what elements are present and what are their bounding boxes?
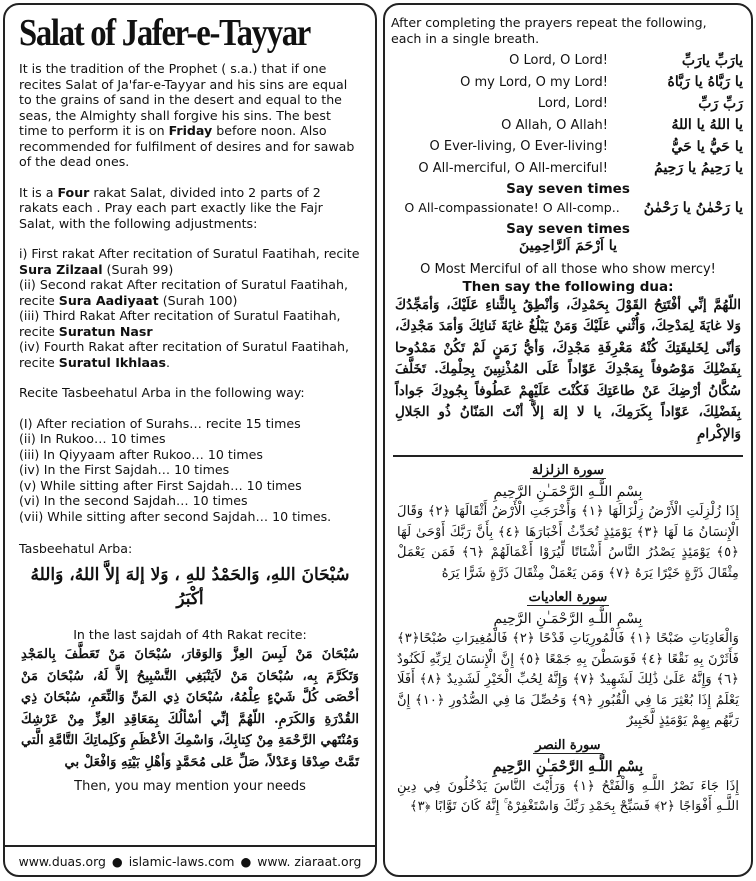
invocation-row: [393, 136, 743, 158]
sura-nasr-label: سورة النصر: [535, 737, 601, 753]
tradition-text: It is the tradition of the Prophet ( s.a.) that if one recites Salat of Ja'far-e-Tayyar and his sins are equal to the grains of sand in the desert and equal to the seas, the Almighty shall forgive his sins. The best time to perform it is on: [19, 61, 348, 138]
adj4-tail: .: [166, 354, 171, 370]
adj1-tail: (Surah 99): [102, 261, 174, 277]
tradition-paragraph: [19, 61, 361, 170]
invocation-ar: يا رَحِيمُ يا رَحِيمُ: [654, 160, 743, 177]
bullet-icon: ●: [240, 853, 252, 869]
adj4-text: (iv) Fourth Rakat after recitation of Suratul Faatihah, recite: [19, 339, 350, 370]
tasbih-label: Tasbeehatul Arba:: [19, 541, 133, 556]
four-text: Four: [57, 184, 90, 200]
footer-link-ziaraat[interactable]: www. ziaraat.org: [257, 853, 362, 869]
invocation-en: O All-merciful, O All-merciful!: [418, 160, 608, 176]
rakat-text-a: It is a: [19, 184, 58, 200]
steps-list: [19, 416, 361, 525]
invocation-en: O Lord, O Lord!: [509, 53, 608, 69]
adj1-sura: Sura Zilzaal: [19, 261, 103, 277]
last-sajdah-dua: سُبْحَانَ مَنْ لَبِسَ العِزَّ وَالوَقارَ، سُبْحَانَ مَنْ تَعَطَّفَ بِالمَجْدِ وَتَكَرَّمَ بِه، سُبْحَانَ مَنْ لاَيَنْبَغِي التَّسْبِيحُ إلاَّ لَهُ، سُبْحَانَ مَنْ أحْصَى كُلَّ شَيْءٍ عِلْمُهُ، سُبْحَانَ ذِي المَنِّ وَالنِّعَمِ، سُبْحَانَ ذِي القُدْرَةِ وَالكَرَمِ. اللّهُمَّ إنِّي أسْألُكَ بِمَعَاقِدِ العِزِّ مِنْ عَرْشِكَ وَمُنْتَهي الرَّحْمَةِ مِنْ كِتابِكَ، وَاسْمِكَ الأعْظَمِ وَكَلِماتِكَ التَّامَّةِ الَّتي تَمَّتْ صِدْقا وَعَدْلاً، صَلِّ عَلى مُحَمَّدٍ وَأهْلِ بَيْتِهِ وَافْعَلْ بي: [21, 647, 359, 770]
bismillah: بِسْمِ اللَّـهِ الرَّحْمَـٰنِ الرَّحِيمِ: [493, 611, 643, 627]
invocation-ar: يا اللهُ يا اللهُ: [671, 117, 743, 134]
invocation-row: [393, 50, 743, 72]
then-say-heading: Then say the following dua:: [462, 278, 674, 295]
sura-adiyat-label: سورة العاديات: [528, 590, 608, 605]
left-panel: [3, 3, 377, 877]
invocation-ar: يارَبِّ يارَبِّ: [681, 52, 743, 69]
rakat-text-b: rakat Salat, divided into 2 parts of 2 rakats each . Pray each part exactly like the Fajr Salat, with the following adjustments:: [19, 184, 323, 231]
invocation-row: [393, 72, 743, 94]
sura-zalzala-label: سورة الزلزلة: [531, 463, 605, 478]
say-seven-times-2: Say seven times: [506, 220, 630, 237]
recite-heading: Recite Tasbeehatul Arba in the following way:: [19, 385, 305, 400]
rakat-paragraph: [19, 185, 361, 232]
invocation-row: [393, 93, 743, 115]
say-seven-times-1: Say seven times: [506, 181, 630, 197]
step-item: (iv) In the First Sajdah… 10 times: [19, 462, 230, 477]
adj1-text: i) First rakat After recitation of Suratul Faatihah, recite: [19, 246, 360, 261]
opening-dua: اللّهُمَّ إنِّي أفْتَتِحُ القَوْلَ بِحَمْدِكَ، وَأنْطِقُ بِالثَّناءِ عَلَيْكَ، وَأمَجِّدُكَ وَلا غايَةَ لِمَدْحِكَ، وَأُثْني عَلَيْكَ وَمَنْ يَبْلُغُ غايَةَ ثَنائِكَ وَأمَدَ مَجْدِكَ، وَأنّى لِخَليقَتِكَ كُنْهُ مَعْرِفَةِ مَجْدِكَ، وَأيُّ زَمَنٍ لَمْ تَكُنْ مَمْدُوحا بِفَضْلِكَ مَوْصُوفاً بِمَجْدِكَ عَوّاداً عَلَى المُذْنِبِينَ بِحِلْمِكَ. تَخَلَّفَ سُكَّانُ أرْضِكَ عَنْ طاعَتِكَ فَكُنْتَ عَلَيْهِمْ عَطُوفاً بِجُودِكَ جَواداً بِفَضْلِكَ، عَوّاداً بِكَرَمِكَ، يا لا إلهَ إلاَّ أنْتَ المَنّانُ ذُو الجَلالِ وَالإكْرامِ: [395, 296, 741, 442]
sura-zalzala-text: إِذَا زُلْزِلَتِ الْأَرْضُ زِلْزَالَهَا ﴿١﴾ وَأَخْرَجَتِ الْأَرْضُ أَثْقَالَهَا ﴿٢﴾ وَقَالَ الْإِنسَانُ مَا لَهَا ﴿٣﴾ يَوْمَئِذٍ تُحَدِّثُ أَخْبَارَهَا ﴿٤﴾ بِأَنَّ رَبَّكَ أَوْحَىٰ لَهَا ﴿٥﴾ يَوْمَئِذٍ يَصْدُرُ النَّاسُ أَشْتَاتًا لِّيُرَوْا أَعْمَالَهُمْ ﴿٦﴾ فَمَن يَعْمَلْ مِثْقَالَ ذَرَّةٍ خَيْرًا يَرَهُ ﴿٧﴾ وَمَن يَعْمَلْ مِثْقَالَ ذَرَّةٍ شَرًّا يَرَهُ: [397, 504, 740, 581]
adj2-text: (ii) Second rakat After recitation of Suratul Faatihah, recite: [19, 277, 348, 308]
adj4-sura: Suratul Ikhlaas: [58, 354, 167, 370]
invocation-en: O Allah, O Allah!: [501, 117, 608, 133]
adj3-sura: Suratun Nasr: [58, 323, 153, 339]
last-sajdah-label: In the last sajdah of 4th Rakat recite:: [73, 626, 307, 642]
invocation-ar: رَبِّ رَبِّ: [698, 95, 743, 112]
sura-nasr-title: [385, 738, 751, 753]
step-item: (v) While sitting after First Sajdah… 10 times: [19, 477, 302, 493]
adj2-sura: Sura Aadiyaat: [58, 292, 159, 308]
right-panel: [383, 3, 753, 877]
invocation-row: [393, 115, 743, 137]
invocation-ar: يا رَبَّاهُ يا رَبَّاهُ: [667, 74, 743, 91]
sura-zalzala-title: [385, 463, 751, 478]
step-item: (iii) In Qiyyaam after Rukoo… 10 times: [19, 446, 263, 462]
tasbih-arabic: سُبْحَانَ اللهِ، وَالحَمْدُ للهِ ، وَلا إلهَ إلاَّ اللهُ، وَاللهُ أكْبَرُ: [30, 564, 350, 609]
sura-adiyat-text: وَالْعَادِيَاتِ ضَبْحًا ﴿١﴾ فَالْمُورِيَاتِ قَدْحًا ﴿٢﴾ فَالْمُغِيرَاتِ صُبْحًا﴿٣﴾ فَأَثَرْنَ بِهِ نَقْعًا ﴿٤﴾ فَوَسَطْنَ بِهِ جَمْعًا ﴿٥﴾ إِنَّ الْإِنسَانَ لِرَبِّهِ لَكَنُودٌ ﴿٦﴾ وَإِنَّهُ عَلَىٰ ذَٰلِكَ لَشَهِيدٌ ﴿٧﴾ وَإِنَّهُ لِحُبِّ الْخَيْرِ لَشَدِيدٌ ﴿٨﴾ أَفَلَا يَعْلَمُ إِذَا بُعْثِرَ مَا فِي الْقُبُورِ ﴿٩﴾ وَحُصِّلَ مَا فِي الصُّدُورِ ﴿١٠﴾ إِنَّ رَبَّهُم بِهِمْ يَوْمَئِذٍ لَّخَبِيرٌ: [397, 631, 739, 728]
bismillah: بِسْمِ اللَّـهِ الرَّحْمَـٰنِ الرَّحِيمِ: [492, 758, 644, 775]
invocation-list: [385, 50, 751, 179]
arham-english: O Most Merciful of all those who show mercy!: [420, 261, 716, 277]
invocation-en: O All-compassionate! O All-comp..: [404, 200, 620, 216]
invocation-ar: يا رَحْمٰنُ يا رَحْمٰنُ: [643, 199, 743, 216]
section-divider: [393, 455, 743, 457]
footer-link-islamic-laws[interactable]: islamic-laws.com: [128, 853, 235, 869]
step-item: (ii) In Rukoo… 10 times: [19, 431, 166, 446]
bismillah: بِسْمِ اللَّـهِ الرَّحْمَـٰنِ الرَّحِيمِ: [493, 484, 643, 500]
step-item: (vi) In the second Sajdah… 10 times: [19, 493, 248, 508]
intro-text: [19, 61, 361, 401]
bullet-icon: ●: [111, 853, 123, 869]
invocation-row: [393, 197, 743, 219]
friday-text: Friday: [168, 123, 213, 138]
invocation-en: Lord, Lord!: [537, 96, 608, 112]
invocation-en: O my Lord, O my Lord!: [460, 74, 608, 90]
invocation-ar: يا حَيُّ يا حَيُّ: [671, 138, 743, 155]
footer: [5, 845, 375, 875]
sura-adiyat-title: [385, 590, 751, 605]
adj3-text: (iii) Third Rakat After recitation of Suratul Faatihah, recite: [19, 308, 341, 339]
right-intro: After completing the prayers repeat the following, each in a single breath.: [391, 15, 707, 46]
adj2-tail: (Surah 100): [158, 292, 238, 308]
step-item: (I) After reciation of Surahs… recite 15 times: [19, 415, 301, 431]
adjustments: [19, 246, 361, 370]
closing-text: Then, you may mention your needs: [74, 779, 306, 794]
footer-link-duas[interactable]: www.duas.org: [18, 853, 106, 869]
invocation-row: [393, 158, 743, 180]
invocation-en: O Ever-living, O Ever-living!: [429, 139, 608, 155]
step-item: (vii) While sitting after second Sajdah… 10 times.: [19, 508, 332, 524]
page-title: Salat of Jafer-e-Tayyar: [19, 12, 311, 54]
tradition-tail: before noon. Also recommended for fulfilment of desires and for sawab of the dead ones.: [19, 123, 355, 169]
arham-arabic: يا اَرْحَمَ اَلرَّاحِمِينَ: [519, 237, 617, 254]
sura-nasr-text: إِذَا جَاءَ نَصْرُ اللَّـهِ وَالْفَتْحُ ﴿١﴾ وَرَأَيْتَ النَّاسَ يَدْخُلُونَ فِي دِينِ اللَّـهِ أَفْوَاجًا ﴿٢﴾ فَسَبِّحْ بِحَمْدِ رَبِّكَ وَاسْتَغْفِرْهُ ۚ إِنَّهُ كَانَ تَوَّابًا ﴿٣﴾: [397, 778, 739, 814]
